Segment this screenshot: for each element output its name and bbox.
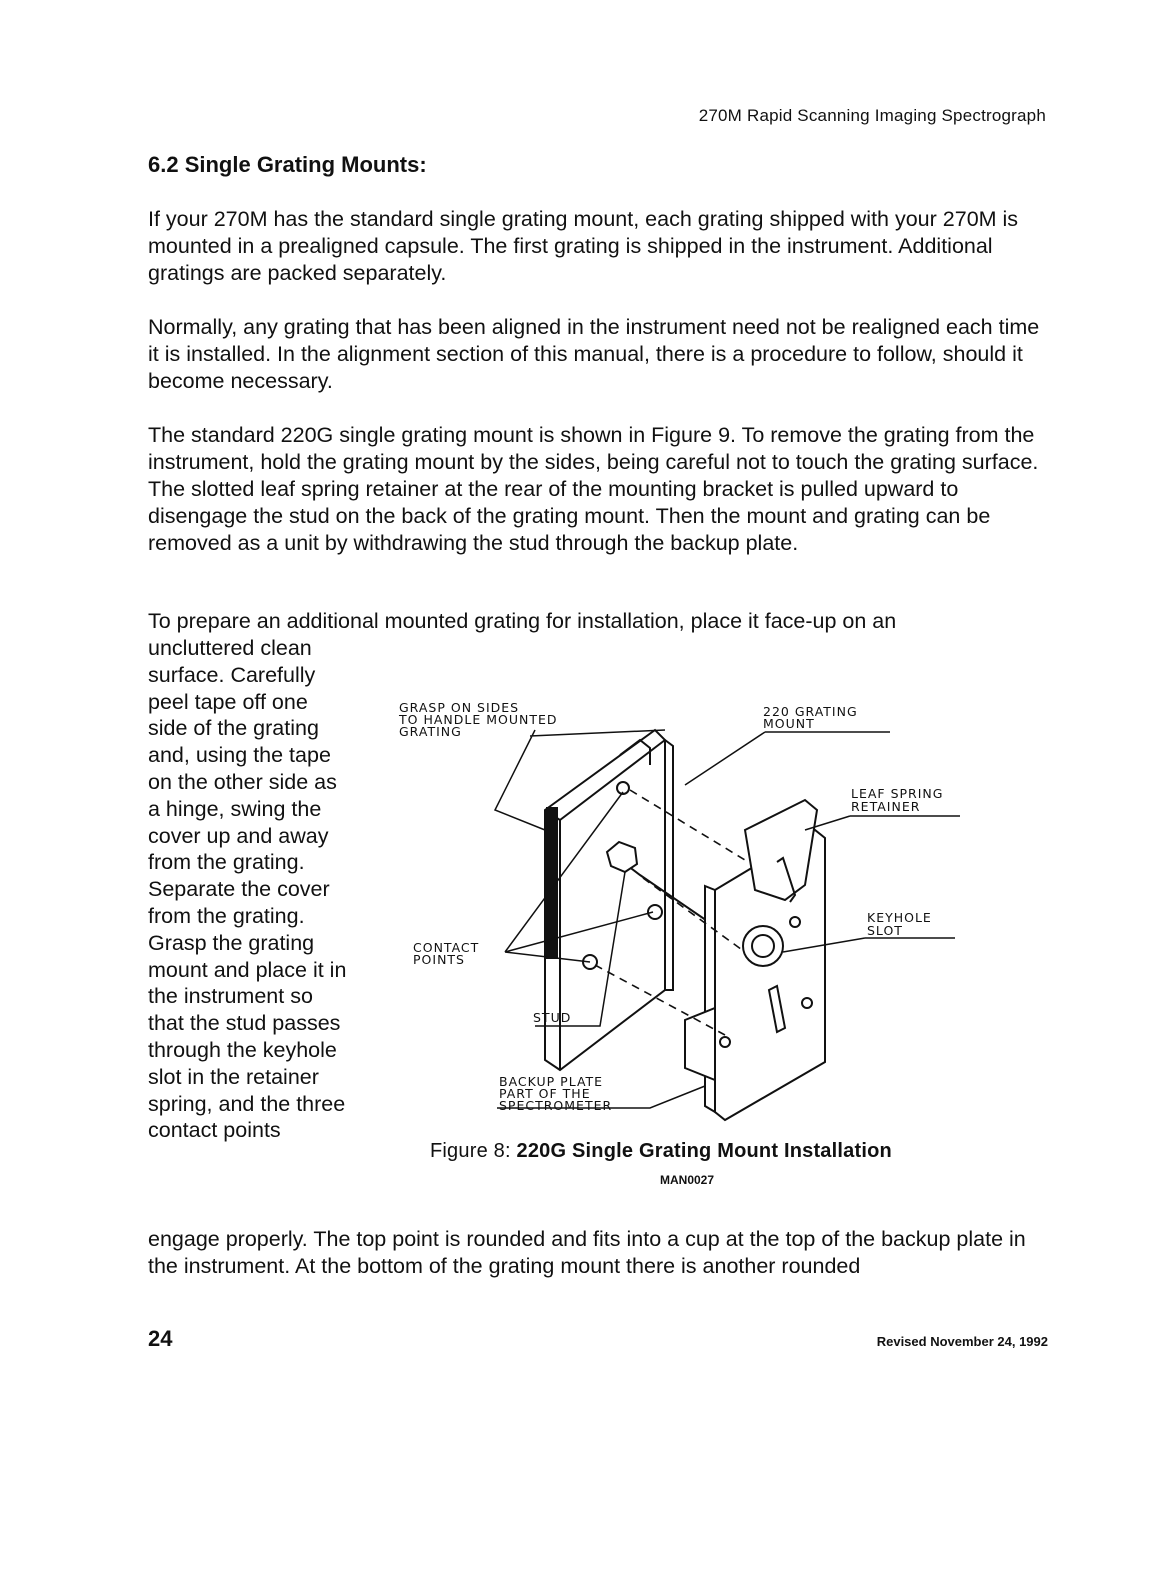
paragraph-alignment: Normally, any grating that has been aligned in the instrument need not be realigned each time it is installed. In the alignment section of this manual, there is a procedure to follow, should it become necessary. [148,315,1040,393]
label-grasp-1: GRASP ON SIDES [399,700,520,715]
figure-code: MAN0027 [660,1173,715,1187]
running-header: 270M Rapid Scanning Imaging Spectrograph [698,106,1046,125]
label-contact-1: CONTACT [413,940,480,955]
plate-screw-3 [720,1037,730,1047]
section-title: 6.2 Single Grating Mounts: [148,152,427,177]
paragraph-removal: The standard 220G single grating mount is shown in Figure 9. To remove the grating from the instrument, hold the grating mount by the sides, being careful not to touch the grating surface. The slotted leaf spring retainer at the rear of the mounting bracket is pulled upward to disengage the stud on the back of the grating mount. Then the mount and grating can be removed as a unit by withdrawing the stud through the backup plate. [148,423,1039,555]
label-backup-2: PART OF THE [499,1086,591,1101]
backup-plate-bracket [685,1008,715,1080]
page-number: 24 [148,1326,173,1351]
label-grasp-3: GRATING [399,724,462,739]
label-backup-1: BACKUP PLATE [499,1074,604,1089]
paragraph-install-first-line: To prepare an additional mounted grating for installation, place it face-up on an [148,609,897,633]
paragraph-install-tail: engage properly. The top point is rounded and fits into a cup at the top of the backup plate in the instrument. At the bottom of the grating mount there is another rounded [148,1227,1026,1278]
contact-point-mid [648,905,662,919]
label-mount-2: MOUNT [763,716,815,731]
label-stud: STUD [533,1010,572,1025]
plate-screw-2 [802,998,812,1008]
keyhole-ring-outer [743,926,783,966]
label-keyhole-1: KEYHOLE [867,910,932,925]
label-mount-1: 220 GRATING [763,704,858,719]
leader-mount [685,732,890,785]
label-leaf-1: LEAF SPRING [851,786,944,801]
plate-screw-1 [790,917,800,927]
leader-leaf [805,816,960,830]
figure-grating-mount [385,690,1015,1130]
label-keyhole-2: SLOT [867,923,903,938]
label-leaf-2: RETAINER [851,799,921,814]
figure-caption-prefix: Figure 8: [430,1140,511,1162]
paragraph-install-wrapped: uncluttered clean surface. Carefully peel tape off one side of the grating and, using the tape on the other side as a hinge, swing the cover up and away from the grating. Separate the cover from the grating. Grasp the grating mount and place it in the instrument so that the stud passes through the keyhole slot in the retainer spring, and the three contact points [148,636,347,1143]
paragraph-intro: If your 270M has the standard single grating mount, each grating shipped with your 270M is mounted in a prealigned capsule. The first grating is shipped in the instrument. Additional gratings are packed separately. [148,207,1019,285]
figure-caption-title: 220G Single Grating Mount Installation [516,1140,892,1162]
label-backup-3: SPECTROMETER [499,1098,613,1113]
grating-mount-thickness [665,740,673,990]
label-grasp-2: TO HANDLE MOUNTED [399,712,558,727]
label-contact-2: POINTS [413,952,465,967]
figure-caption [430,1140,892,1163]
revision-date: Revised November 24, 1992 [876,1334,1048,1349]
grating-mount-diagram [385,690,1015,1130]
